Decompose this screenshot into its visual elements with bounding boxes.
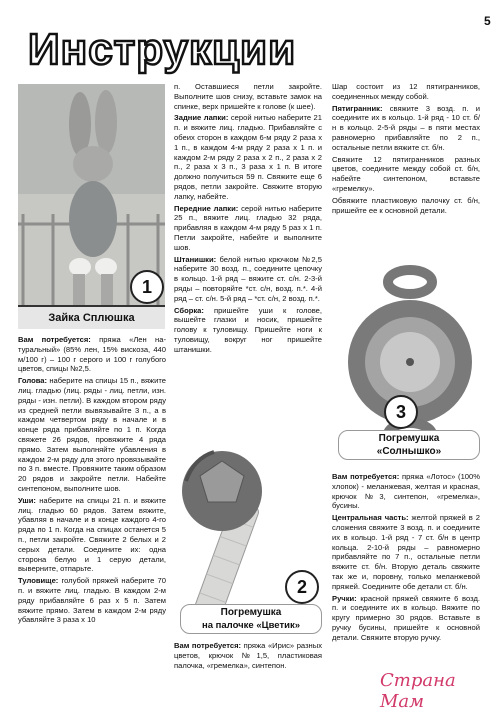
- column-3-bottom: [332, 472, 480, 645]
- materials-text-3: пряжа «Лотос» (100% хлопок) - меланжевая, желтая и красная, крючок №3, синтепон, «гремелка», бусины.: [332, 472, 480, 511]
- assembly-text: пришейте уши к голове, вышейте глазки и носик, пришейте голову к туловищу. Пришейте ноги к туловищу, вокруг ног пришейте штанишки.: [174, 305, 322, 354]
- column-3: [332, 82, 480, 217]
- photo-1-caption: [18, 305, 165, 329]
- photo-3-caption-line-1: Погремушка: [378, 433, 440, 444]
- handles-label: Ручки:: [332, 593, 357, 603]
- head-text: наберите на спицы 15 п., вяжите лиц. гладью (лиц. ряды - лиц. петли, изн. ряды - изн. петли). В каждом втором ряду из средней петли вывязывайте 3 п., а в каждом четвертом ряду в начале и в конце ряда прибавляйте по 1 п. Когда свяжете 26 рядов, провяжите 4 ряда прямо. Затем выполняйте убавления в каждом 2-м ряду для этого провязывайте по 3 п. вместе. Провяжите таким образом 20 рядов и закройте петли. Набейте синтепоном, выполните шов.: [18, 376, 166, 493]
- photo-3-caption: [338, 430, 480, 460]
- column-2: [174, 82, 322, 357]
- column-1: [18, 335, 166, 627]
- central-part-text: желтой пряжей в 2 сложения свяжите 3 возд. п. и соедините их в кольцо. 1-й ряд - 7 ст. б/н в центр кольца. 2-10-й ряды – равномерно прибавляйте по 7 п., остальные петли вяжите ст. б/н. Вторую деталь свяжите так же и, поровну, только меланжевой пряжей. Соедините обе детали ст. б/н.: [332, 513, 480, 591]
- ears-text: наберите на спицы 21 п. и вяжите лиц. гладью 60 рядов. Затем вяжите, убавляя в начале и в конце каждого 4-го ряда по 1 п. Когда на спицах останется 5 п., петли закройте. Свяжите 2 белых и 2 серых детали. Соедините их: одна сторона белую и 1 серую детали, выверните, отпарьте.: [18, 495, 166, 574]
- materials-label-3: Вам потребуется:: [332, 472, 400, 481]
- photo-2-caption-line-1: Погремушка: [220, 607, 282, 618]
- head-label: Голова:: [18, 376, 48, 386]
- stick-text: Обвяжите пластиковую палочку ст. б/н, пришейте ее к основной детали.: [332, 195, 480, 215]
- photo-3-caption-line-2: «Солнышко»: [376, 446, 442, 457]
- site-watermark: Страна Мам: [380, 670, 456, 712]
- photo-2-caption: [180, 604, 322, 634]
- pentagon-join-text: Свяжите 12 пятигранников разных цветов, соедините между собой ст. б/н, набейте синтепоном, вставьте «гремелку».: [332, 154, 480, 193]
- page-title: Инструкции: [28, 25, 297, 74]
- photo-3-number-badge: 3: [384, 395, 418, 429]
- photo-2-number-badge: 2: [285, 570, 319, 604]
- hind-legs-text: серой нитью наберите 21 п. и вяжите лиц. гладью. Прибавляйте с обеих сторон в каждом 6-м ряду 2 раза х 1 п., в каждом 4-м ряду 2 раза х 1 п. и каждом 2-м ряду 2 раза х 2 п., 2 раза х 2 п., 2 раза х 3 п., 3 раза х 1 п. В итоге должно получиться 59 п. Свяжите еще 6 рядов, петли закройте. Свяжите вторую лапку, набейте.: [174, 113, 322, 201]
- pants-text: белой нитью крючком №2,5 наберите 30 возд. п., соедините цепочку в кольцо. 1-й ряд – вяжите ст. с/н. 2-3-й ряды – повторяйте *ст. с/н, возд. п.*. 4-й ряд – ст. с/н. 5-й ряд – *ст. с/н, 2 возд. п.*.: [174, 254, 322, 303]
- hind-legs-label: Задние лапки:: [174, 113, 229, 123]
- pentagon-label: Пятигранник:: [332, 103, 383, 113]
- column-2-bottom: [174, 641, 322, 672]
- page-number: 5: [484, 14, 491, 28]
- body-label: Туловище:: [18, 576, 59, 586]
- handles-text: красной пряжей свяжите 6 возд. п. и соедините их в кольцо. Вяжите по кругу примерно 30 рядов. Вставьте в ручку бусины, пришейте к основной детали. Свяжите вторую ручку.: [332, 593, 480, 642]
- pants-label: Штанишки:: [174, 254, 217, 264]
- materials-text-2: пряжа «Ирис» разных цветов, крючок №1,5, пластиковая палочка, «гремелка», синтепон.: [174, 641, 322, 670]
- pentagon-text: свяжите 3 возд. п. и соедините их в кольцо. 1-й ряд - 10 ст. б/н в кольцо. 2-5-й ряды – в пяти местах равномерно прибавляйте по 2 п., остальные петли вяжите ст. б/н.: [332, 103, 480, 152]
- ears-label: Уши:: [18, 495, 36, 505]
- photo-2-caption-line-2: на палочке «Цветик»: [202, 620, 300, 631]
- materials-label-2: Вам потребуется:: [174, 641, 242, 650]
- materials-label-1: Вам потребуется:: [18, 335, 91, 344]
- body-text: голубой пряжей наберите 70 п. и вяжите лиц. гладью. В каждом 2-м ряду прибавляйте 6 раз х 5 п. Затем вяжите прямо. Затем в каждом 2-м ряду убавляйте 3 раза х 10: [18, 576, 166, 625]
- ball-intro-text: Шар состоит из 12 пятигранников, соединенных между собой.: [332, 82, 480, 101]
- front-legs-label: Передние лапки:: [174, 203, 239, 213]
- photo-1-caption-text: Зайка Сплюшка: [48, 312, 135, 324]
- photo-1-number-badge: 1: [130, 270, 164, 304]
- assembly-label: Сборка:: [174, 305, 204, 315]
- body-text-continued: п. Оставшиеся петли закройте. Выполните шов снизу, вставьте замок на спинке, верх пришейте к голове (к шее).: [174, 82, 322, 111]
- central-part-label: Центральная часть:: [332, 513, 409, 523]
- materials-text-1: пряжа «Лен на-туральный» (85% лен, 15% вискоза, 440 м/100 г) – 100 г серого и 100 г голубого цветов, спицы №2,5.: [18, 335, 166, 374]
- front-legs-text: серой нитью наберите 25 п., вяжите лиц. гладью 32 ряда, прибавляя в каждом 4-м ряду 5 раз х 1 п. Петли закройте, набейте и выполните шов.: [174, 203, 322, 252]
